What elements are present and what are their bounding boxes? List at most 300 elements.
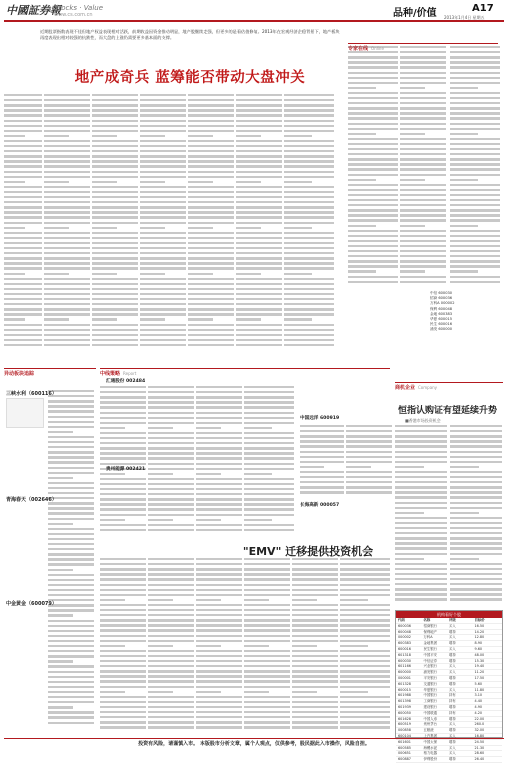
table-cell: 4.40 [474,699,483,704]
text-line [148,624,194,626]
text-line [44,247,90,249]
text-line [148,635,194,637]
table-cell: 260.0 [474,722,485,727]
text-line [400,77,446,79]
text-line [92,278,138,280]
text-line [348,138,398,140]
table-cell: 19.40 [474,664,485,669]
text-line [284,99,334,101]
text-line [340,716,390,718]
table-cell: 上汽集团 [423,733,438,738]
text-line [4,278,42,280]
expert-online-header [348,35,498,52]
text-line [4,120,42,122]
text-line [140,288,186,290]
text-line [400,56,446,58]
text-line [450,553,502,555]
text-line [236,150,282,152]
text-line [92,303,138,305]
text-line [92,201,138,203]
text-line [348,153,398,155]
table-cell: 中信证券 [423,658,438,663]
text-line [48,609,94,611]
text-line [92,109,138,111]
text-line [450,276,500,278]
text-line [196,422,242,424]
text-line [148,716,194,718]
text-line [395,512,424,514]
text-line [100,558,146,560]
text-line [4,227,25,229]
text-line [92,308,138,310]
text-line [4,109,42,111]
text-line [148,640,194,642]
text-line [148,422,194,424]
table-cell: 中国人寿 [423,716,438,721]
text-line [236,216,282,218]
text-line [395,451,447,453]
text-line [188,120,234,122]
text-line [188,196,234,198]
text-line [148,401,194,403]
text-line [148,568,194,570]
text-line [340,609,390,611]
table-cell: 600036 [398,623,411,628]
text-line [196,584,242,586]
table-cell: 金地集团 [423,641,438,646]
text-line [100,594,146,596]
text-line [348,265,398,267]
text-line [284,288,334,290]
text-line [450,66,500,68]
text-line [450,117,500,119]
text-line [346,425,392,427]
text-line [400,51,446,53]
text-line [236,201,282,203]
text-line [140,313,186,315]
text-line [236,155,282,157]
text-line [188,216,234,218]
text-line [100,483,146,485]
text-line [284,329,334,331]
text-line [340,589,390,591]
text-line [450,194,500,196]
text-line [188,165,234,167]
table-cell: 32.00 [474,728,485,733]
text-line [400,107,446,109]
stock-code-item: 保利 600048 [430,306,453,311]
text-line [188,94,234,96]
text-line [100,493,146,495]
text-line [148,711,194,713]
strategy-section-title: 中线策略 [100,371,121,377]
text-line [100,417,146,419]
text-line [100,696,146,698]
text-line [148,529,194,531]
text-line [284,324,334,326]
text-line [100,452,146,454]
text-line [244,412,294,414]
text-line [284,222,334,224]
text-line [4,222,42,224]
text-line [244,691,269,693]
text-line [450,491,502,493]
text-line [48,528,94,530]
text-line [100,716,146,718]
text-line [44,186,90,188]
text-line [346,456,392,458]
table-cell: 买入 [449,733,456,738]
text-line [284,160,334,162]
text-line [348,168,398,170]
text-line [92,130,138,132]
text-line [348,56,398,58]
text-line [244,645,269,647]
text-line [148,478,194,480]
text-line [4,211,42,213]
text-line [4,267,42,269]
text-line [196,686,242,688]
text-line [100,568,146,570]
text-line [100,680,146,682]
text-line [348,276,398,278]
text-line [292,660,338,662]
text-line [300,440,344,442]
text-line [395,573,447,575]
text-line [244,573,290,575]
text-line [140,237,186,239]
text-line [340,650,390,652]
text-line [284,171,334,173]
text-line [4,171,42,173]
text-line [348,123,398,125]
text-line [236,252,282,254]
text-line [284,334,334,336]
text-line [148,665,194,667]
text-line [48,441,94,443]
text-line [196,457,242,459]
text-line [348,225,376,227]
text-line [100,412,146,414]
text-line [100,529,146,531]
table-cell: 601318 [398,652,411,657]
text-line [196,589,242,591]
text-line [188,262,234,264]
text-line [196,578,242,580]
text-line [100,573,146,575]
text-line [450,542,502,544]
text-line [148,483,194,485]
text-line [400,128,446,130]
text-line [140,130,186,132]
text-line [44,242,90,244]
text-line [148,629,194,631]
text-line [395,517,447,519]
text-line [348,179,376,181]
text-line [148,670,194,672]
text-line [100,584,146,586]
text-line [348,189,398,191]
text-line [450,143,500,145]
lead-intro: 近期股票指数表现不佳但地产权益表现相对活跃，前期收益因资金推动明显，地产股继续走强，但更多的是看估值修复。2013年在宏观经济企稳背景下，地产板块再度表现出相对较强的抗跌性，而大盘的上涨仍需要更多基本面的支撑。 [40,29,340,40]
text-line [284,303,334,305]
company-section-title: 商机企业 [395,385,416,391]
text-line [48,625,94,627]
text-line [395,563,447,565]
text-line [450,209,500,211]
text-line [340,629,390,631]
text-line [44,104,90,106]
text-line [188,227,213,229]
text-line [92,318,117,320]
text-line [4,318,25,320]
text-line [48,553,94,555]
table-cell: 601328 [398,681,411,686]
text-line [92,104,138,106]
text-line [140,273,165,275]
text-line [148,432,194,434]
text-line [292,711,338,713]
text-line [140,114,186,116]
text-line [292,721,338,723]
text-line [395,532,447,534]
text-line [188,109,234,111]
text-line [284,206,334,208]
text-line [48,451,94,453]
text-line [44,125,90,127]
text-line [44,94,90,96]
text-line [284,262,334,264]
text-line [450,230,500,232]
text-line [100,432,146,434]
text-line [244,391,294,393]
table-cell: 买入 [449,670,456,675]
text-line [450,87,478,89]
text-line [284,313,334,315]
table-cell: 持有 [449,699,456,704]
text-line [48,477,73,479]
text-line [4,329,42,331]
text-line [100,396,146,398]
text-line [188,114,234,116]
text-line [48,421,94,423]
text-line [148,696,194,698]
text-line [92,99,138,101]
text-line [140,140,186,142]
text-line [4,135,25,137]
text-line [450,61,500,63]
text-line [236,257,282,259]
text-line [140,145,186,147]
table-cell: 16.80 [474,733,485,738]
text-line [188,150,234,152]
text-line [450,265,500,267]
text-line [196,604,242,606]
text-line [148,645,173,647]
text-line [292,584,338,586]
text-line [140,324,186,326]
text-line [44,334,90,336]
text-line [100,670,146,672]
text-line [188,298,234,300]
text-line [4,247,42,249]
table-cell: 万科A [423,635,433,640]
text-line [196,417,242,419]
text-line [292,594,338,596]
text-line [348,117,398,119]
text-line [92,222,138,224]
text-line [100,604,146,606]
text-line [100,629,146,631]
text-line [188,211,234,213]
text-line [44,196,90,198]
text-line [450,179,478,181]
text-line [48,456,94,458]
text-line [284,211,334,213]
text-line [340,599,368,601]
text-line [140,181,165,183]
text-line [196,706,242,708]
stock-code-heading: 中国远洋 600919 [300,416,340,421]
text-line [4,165,42,167]
text-line [44,283,90,285]
text-line [188,191,234,193]
text-line [236,206,282,208]
text-line [244,452,294,454]
text-line [140,257,186,259]
table-cell: 平安银行 [423,675,438,680]
text-line [395,425,447,427]
text-line [92,262,138,264]
table-cell: 持有 [449,693,456,698]
text-line [340,645,368,647]
text-line [100,406,146,408]
text-line [148,524,194,526]
text-line [196,437,242,439]
text-line [92,324,138,326]
text-line [188,130,234,132]
text-line [450,563,502,565]
text-line [196,655,242,657]
text-line [340,670,390,672]
text-line [284,308,334,310]
table-cell: 中国联通 [423,710,438,715]
text-line [4,94,42,96]
text-line [450,558,479,560]
table-cell: 兴业银行 [423,664,438,669]
table-cell: 增持 [449,652,456,657]
text-line [450,281,500,283]
table-cell: 增持 [449,728,456,733]
text-line [92,334,138,336]
text-line [284,216,334,218]
text-line [148,468,194,470]
table-cell: 17.50 [474,675,485,680]
table-cell: 28.60 [474,751,485,756]
expert-online-title: 专家在线 [348,46,369,52]
text-line [340,573,390,575]
text-line [244,478,294,480]
footer-disclaimer: 投资有风险，请谨慎入市。 本版股市分析文章，属个人观点，仅供参考，股民据此入市操作，风险自担。 [4,738,504,748]
text-line [348,66,398,68]
text-line [92,165,138,167]
text-line [92,114,138,116]
text-line [100,488,146,490]
text-line [100,401,146,403]
text-line [450,235,500,237]
text-line [395,471,447,473]
text-line [450,537,502,539]
text-line [48,446,94,448]
text-line [188,232,234,234]
text-line [284,318,312,320]
text-line [292,726,338,728]
text-line [92,283,138,285]
text-line [244,721,290,723]
text-line [348,214,398,216]
text-line [148,563,194,565]
text-line [395,481,447,483]
stock-code-item: 招商 600036 [430,296,453,301]
text-line [48,574,94,576]
text-line [284,130,334,132]
text-line [450,51,500,53]
table-cell: 中国银行 [423,693,438,698]
text-line [100,422,146,424]
text-line [92,344,138,346]
text-line [92,206,138,208]
text-line [100,686,146,688]
text-line [236,273,261,275]
text-line [4,196,42,198]
text-line [100,437,146,439]
text-line [44,150,90,152]
text-line [450,204,500,206]
text-line [400,66,446,68]
text-line [4,237,42,239]
text-line [450,461,502,463]
table-cell: 建设银行 [423,704,438,709]
text-line [340,706,390,708]
text-line [284,181,312,183]
text-line [188,160,234,162]
text-line [450,451,502,453]
text-line [148,706,194,708]
text-line [236,308,282,310]
text-line [48,563,94,565]
text-line [100,391,146,393]
text-line [292,609,338,611]
text-line [346,471,392,473]
text-line [4,293,42,295]
text-line [450,240,500,242]
text-line [196,473,221,475]
text-line [4,140,42,142]
text-line [48,635,94,637]
right-subheading: ■香港市场投资机会 [405,418,441,423]
text-line [395,537,447,539]
text-line [148,427,173,429]
text-line [400,179,425,181]
table-cell: 000001 [398,675,411,680]
text-line [244,726,290,728]
masthead [0,0,508,22]
text-line [284,186,334,188]
text-line [140,222,186,224]
text-line [48,716,94,718]
text-line [284,293,334,295]
text-line [4,283,42,285]
